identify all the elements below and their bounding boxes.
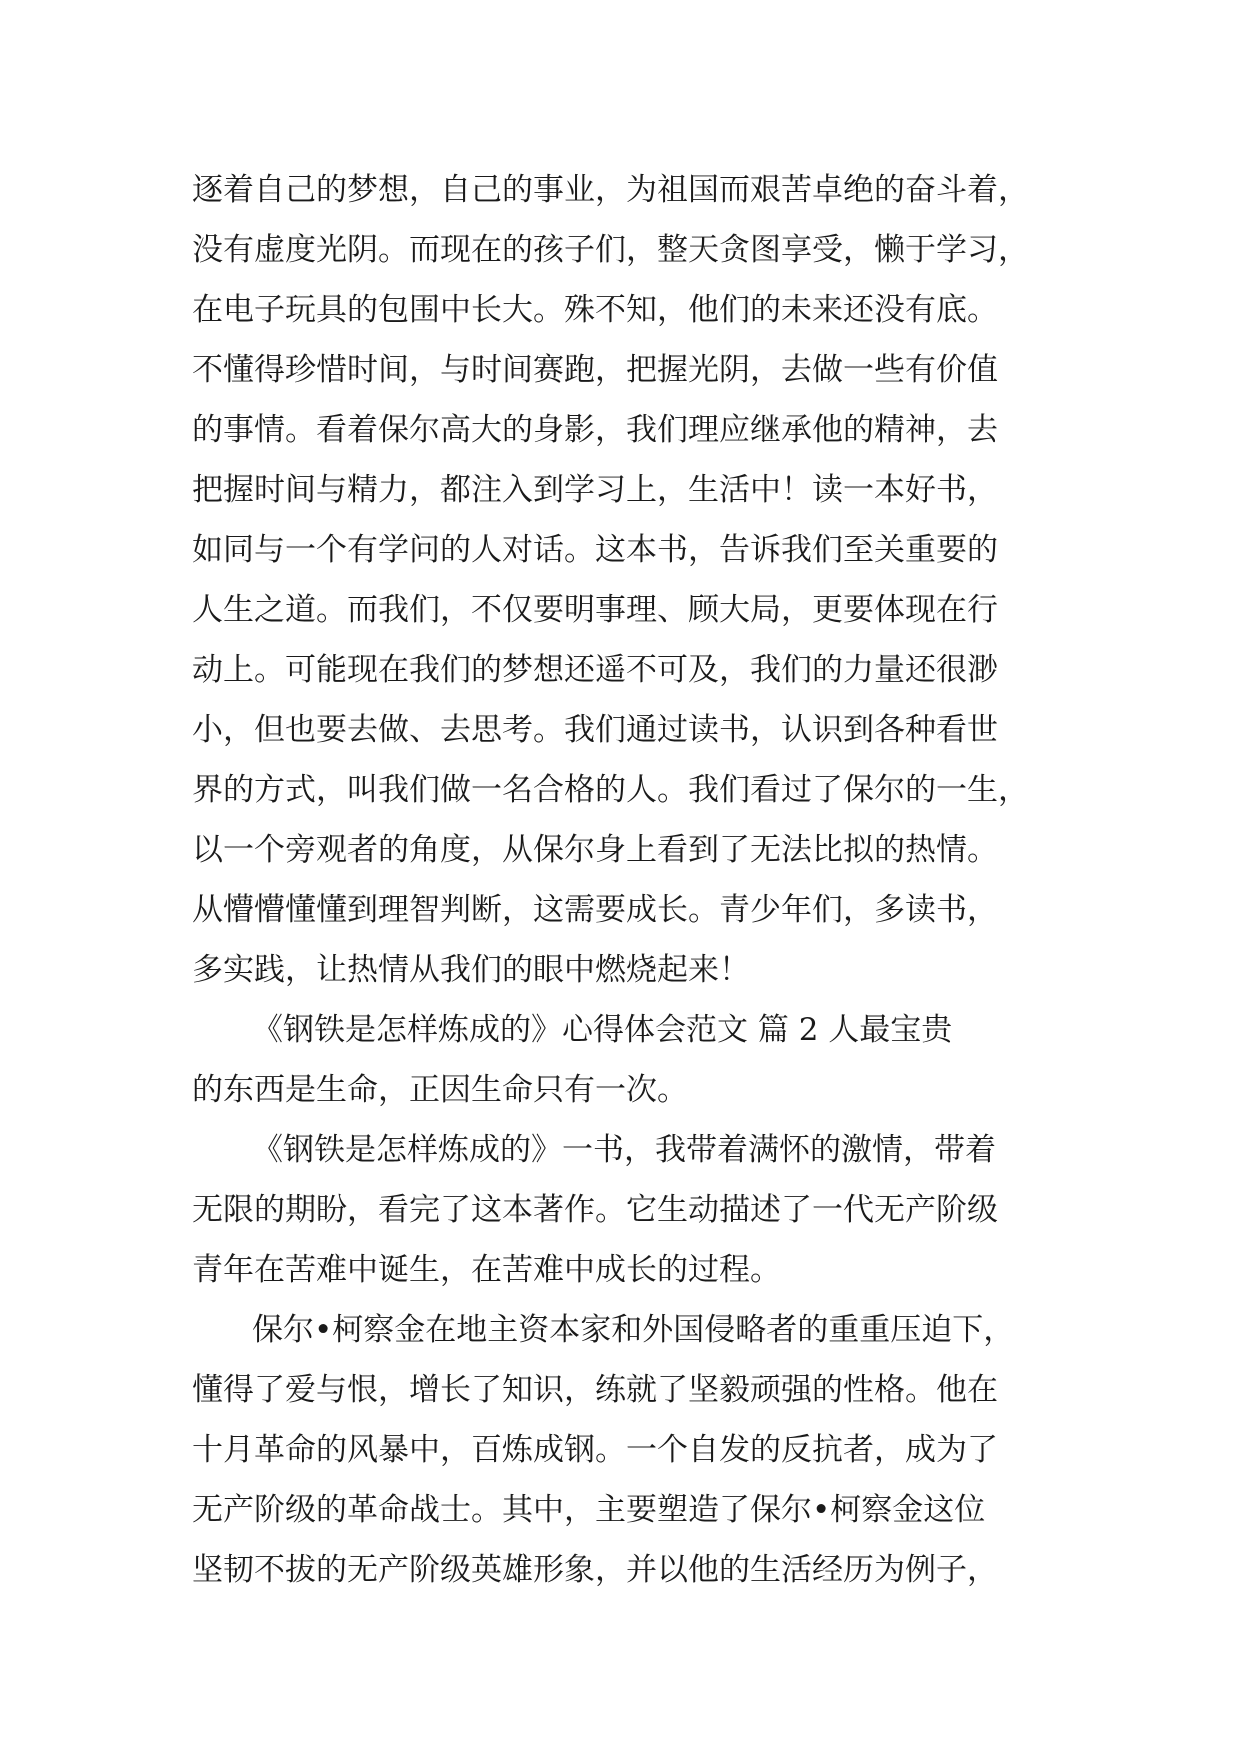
text-line: 逐着自己的梦想，自己的事业，为祖国而艰苦卓绝的奋斗着， (192, 172, 1029, 208)
text-line: 从懵懵懂懂到理智判断，这需要成长。青少年们，多读书， (192, 892, 998, 928)
text-line: 青年在苦难中诞生，在苦难中成长的过程。 (192, 1252, 781, 1288)
text-line: 懂得了爱与恨，增长了知识，练就了坚毅顽强的性格。他在 (192, 1372, 998, 1408)
text-line: 小，但也要去做、去思考。我们通过读书，认识到各种看世 (192, 712, 998, 748)
text-line: 没有虚度光阴。而现在的孩子们，整天贪图享受，懒于学习， (192, 232, 1029, 268)
text-line: 以一个旁观者的角度，从保尔身上看到了无法比拟的热情。 (192, 832, 998, 868)
text-line: 的东西是生命，正因生命只有一次。 (192, 1072, 688, 1108)
body-text (192, 160, 1072, 1600)
text-line: 把握时间与精力，都注入到学习上，生活中！读一本好书， (192, 472, 998, 508)
text-line: 的事情。看着保尔高大的身影，我们理应继承他的精神，去 (192, 412, 998, 448)
text-line: 界的方式，叫我们做一名合格的人。我们看过了保尔的一生， (192, 772, 1029, 808)
text-line: 多实践，让热情从我们的眼中燃烧起来！ (192, 952, 750, 988)
text-line: 人生之道。而我们，不仅要明事理、顾大局，更要体现在行 (192, 592, 998, 628)
text-line: 动上。可能现在我们的梦想还遥不可及，我们的力量还很渺 (192, 652, 998, 688)
section-heading-line: 《钢铁是怎样炼成的》心得体会范文 篇 2 人最宝贵 (252, 1012, 953, 1048)
text-line: 无产阶级的革命战士。其中，主要塑造了保尔•柯察金这位 (192, 1492, 986, 1528)
text-line: 十月革命的风暴中，百炼成钢。一个自发的反抗者，成为了 (192, 1432, 998, 1468)
text-line: 无限的期盼，看完了这本著作。它生动描述了一代无产阶级 (192, 1192, 998, 1228)
text-line: 在电子玩具的包围中长大。殊不知，他们的未来还没有底。 (192, 292, 998, 328)
text-line: 坚韧不拔的无产阶级英雄形象，并以他的生活经历为例子， (192, 1552, 998, 1588)
paragraph-start-line: 保尔•柯察金在地主资本家和外国侵略者的重重压迫下， (252, 1312, 1015, 1348)
paragraph-start-line: 《钢铁是怎样炼成的》一书，我带着满怀的激情，带着 (252, 1132, 996, 1168)
text-line: 如同与一个有学问的人对话。这本书，告诉我们至关重要的 (192, 532, 998, 568)
text-line: 不懂得珍惜时间，与时间赛跑，把握光阴，去做一些有价值 (192, 352, 998, 388)
